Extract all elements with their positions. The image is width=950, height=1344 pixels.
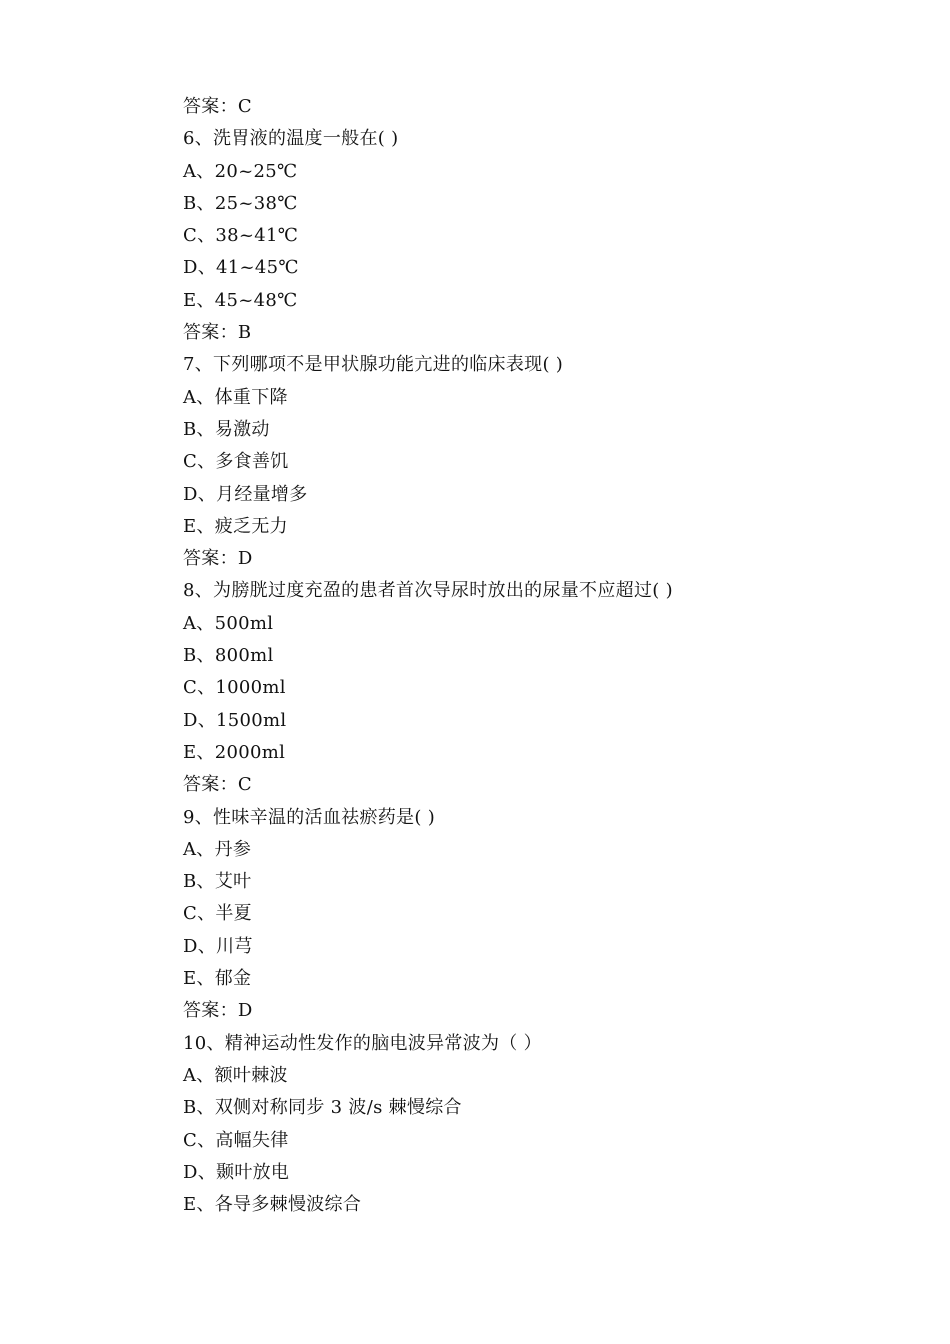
option-line: A、丹参 bbox=[183, 838, 252, 860]
option-line: A、500ml bbox=[183, 612, 274, 634]
option-line: E、疲乏无力 bbox=[183, 515, 288, 537]
option-line: C、38~41℃ bbox=[183, 225, 299, 247]
answer-line: 答案：C bbox=[183, 774, 252, 796]
question-6: 6、洗胃液的温度一般在( ) bbox=[183, 128, 399, 150]
question-8: 8、为膀胱过度充盈的患者首次导尿时放出的尿量不应超过( ) bbox=[183, 580, 673, 602]
option-line: E、各导多棘慢波综合 bbox=[183, 1194, 362, 1216]
answer-line: 答案：D bbox=[183, 1000, 253, 1022]
answer-line: 答案：D bbox=[183, 548, 253, 570]
option-line: A、20~25℃ bbox=[183, 160, 298, 182]
option-line: D、41~45℃ bbox=[183, 257, 299, 279]
option-line: B、易激动 bbox=[183, 418, 270, 440]
option-line: D、1500ml bbox=[183, 709, 287, 731]
answer-line: 答案：C bbox=[183, 96, 252, 117]
option-line: E、2000ml bbox=[183, 741, 286, 763]
option-line: A、体重下降 bbox=[183, 386, 288, 408]
question-list bbox=[183, 91, 883, 1221]
option-line: C、多食善饥 bbox=[183, 451, 289, 473]
option-line: C、半夏 bbox=[183, 903, 252, 925]
option-line: B、25~38℃ bbox=[183, 192, 298, 214]
option-line: D、月经量增多 bbox=[183, 483, 308, 505]
option-line: D、颞叶放电 bbox=[183, 1161, 290, 1183]
option-line: E、郁金 bbox=[183, 968, 252, 990]
option-line: B、800ml bbox=[183, 645, 274, 667]
option-line: A、额叶棘波 bbox=[183, 1064, 288, 1086]
question-10: 10、精神运动性发作的脑电波异常波为（ ） bbox=[183, 1032, 542, 1054]
option-line: E、45~48℃ bbox=[183, 289, 298, 311]
option-line: C、1000ml bbox=[183, 677, 286, 699]
answer-line: 答案：B bbox=[183, 322, 252, 344]
question-9: 9、性味辛温的活血祛瘀药是( ) bbox=[183, 806, 436, 828]
question-7: 7、下列哪项不是甲状腺功能亢进的临床表现( ) bbox=[183, 354, 564, 376]
option-line: C、高幅失律 bbox=[183, 1129, 289, 1151]
option-line: D、川芎 bbox=[183, 935, 253, 957]
option-line: B、双侧对称同步 3 波/s 棘慢综合 bbox=[183, 1097, 462, 1119]
option-line: B、艾叶 bbox=[183, 871, 252, 893]
